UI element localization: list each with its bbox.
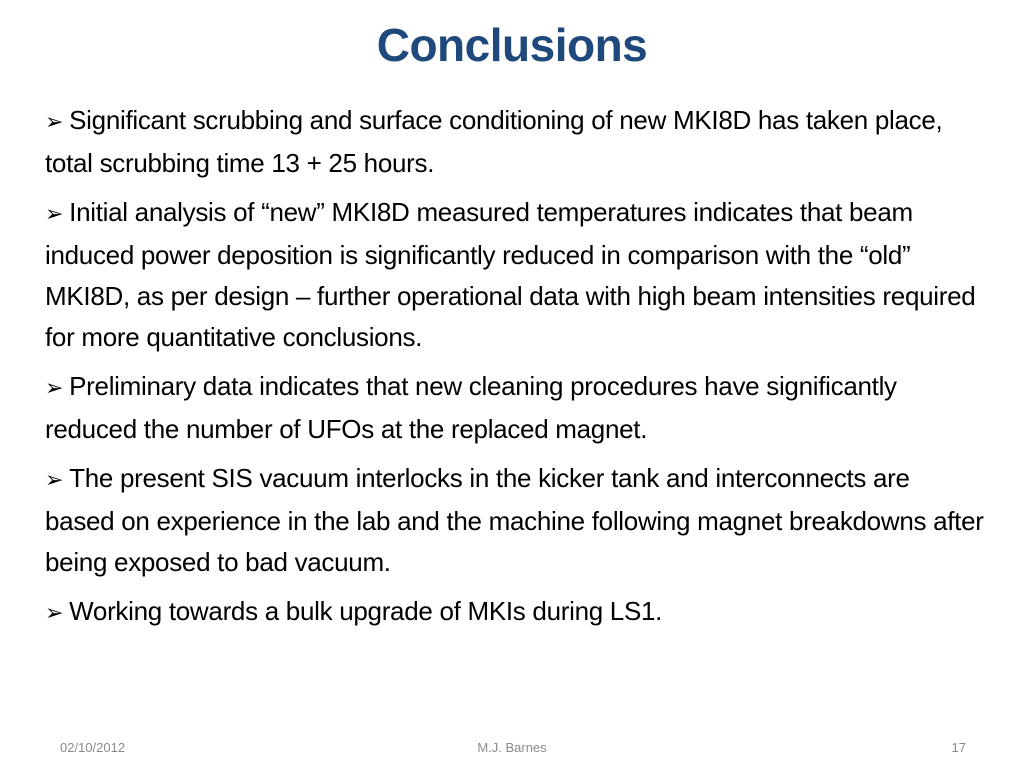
footer-date: 02/10/2012 [60, 740, 126, 755]
bullet-text: Working towards a bulk upgrade of MKIs during LS1. [69, 596, 663, 626]
slide-title: Conclusions [376, 19, 648, 71]
bullet-list [45, 100, 985, 642]
bullet-item [45, 192, 985, 358]
bullet-text: The present SIS vacuum interlocks in the kicker tank and interconnects are based on experience in the lab and the machine following magnet breakdowns after being exposed to bad vacuum. [45, 463, 984, 577]
arrow-bullet-icon: ➢ [45, 376, 64, 401]
bullet-item [45, 458, 985, 583]
bullet-text: Preliminary data indicates that new cleaning procedures have significantly reduced the number of UFOs at the replaced magnet. [45, 371, 897, 444]
bullet-item [45, 100, 985, 184]
arrow-bullet-icon: ➢ [45, 110, 64, 135]
arrow-bullet-icon: ➢ [45, 468, 64, 493]
bullet-item [45, 591, 985, 634]
arrow-bullet-icon: ➢ [45, 202, 64, 227]
bullet-item [45, 366, 985, 450]
bullet-text: Significant scrubbing and surface conditioning of new MKI8D has taken place, total scrubbing time 13 + 25 hours. [45, 105, 943, 178]
bullet-text: Initial analysis of “new” MKI8D measured temperatures indicates that beam induced power deposition is significantly reduced in comparison with the “old” MKI8D, as per design – further operational data with high beam intensities required for more quantitative conclusions. [45, 197, 976, 352]
arrow-bullet-icon: ➢ [45, 601, 64, 626]
footer-author: M.J. Barnes [477, 740, 547, 755]
footer-page-number: 17 [951, 740, 966, 755]
